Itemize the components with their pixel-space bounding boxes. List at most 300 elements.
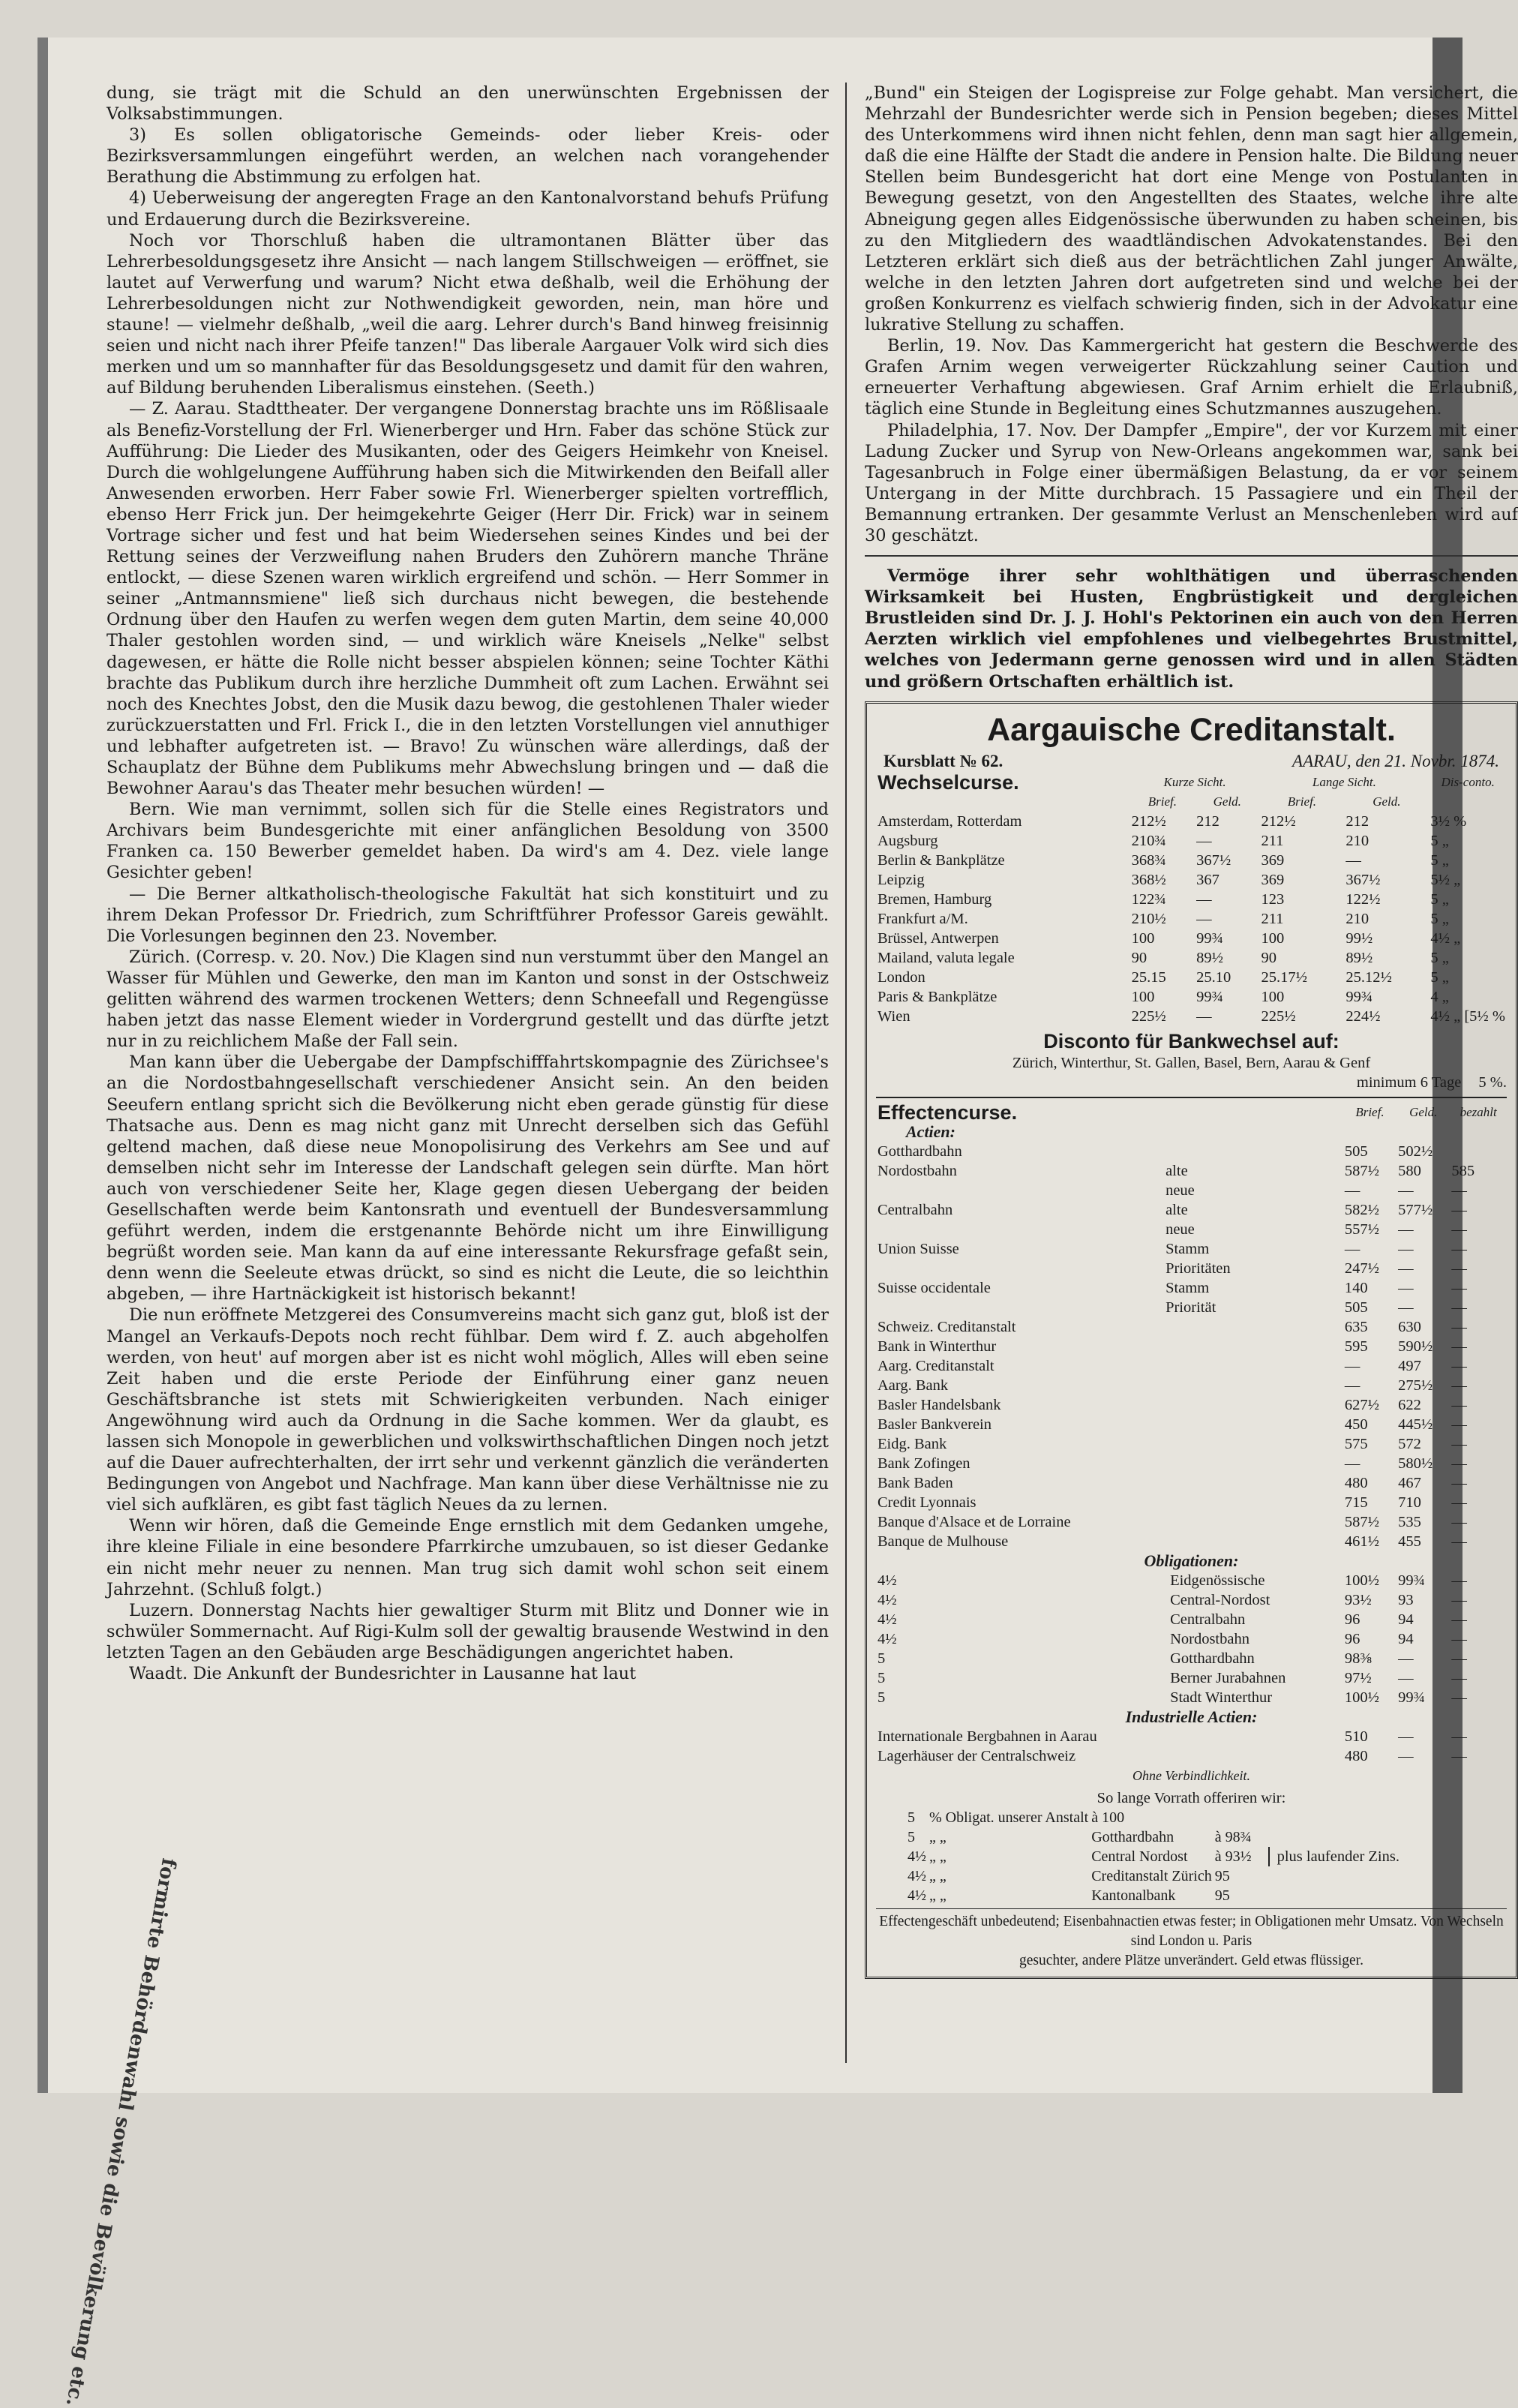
price-cell: 595 bbox=[1344, 1338, 1368, 1355]
price-cell: 247½ bbox=[1344, 1260, 1379, 1277]
security-name: Gotthardbahn bbox=[878, 1142, 962, 1160]
security-name: Nordostbahn bbox=[878, 1162, 957, 1179]
security-name: Schweiz. Creditanstalt bbox=[878, 1318, 1016, 1335]
security-type bbox=[1155, 1317, 1343, 1337]
price-cell: — bbox=[1451, 1747, 1467, 1764]
oblig-rate: 4½ bbox=[878, 1591, 897, 1608]
rate-cell: 4½ „ bbox=[1430, 929, 1461, 947]
stamp-overlay bbox=[38, 1853, 195, 2408]
security-name bbox=[876, 1298, 1155, 1317]
price-cell: 587½ bbox=[1344, 1513, 1379, 1530]
offer-table bbox=[906, 1808, 1253, 1905]
rate-cell: 100 bbox=[1261, 929, 1285, 947]
rate-cell: — bbox=[1196, 890, 1212, 908]
security-type bbox=[1155, 1376, 1343, 1395]
disconto-rate: 5 %. bbox=[1478, 1073, 1507, 1091]
security-type: Priorität bbox=[1166, 1299, 1216, 1316]
effecten-heading: Effectencurse. bbox=[878, 1100, 1018, 1124]
price-cell: — bbox=[1451, 1591, 1467, 1608]
table-row bbox=[876, 1727, 1507, 1746]
place-cell: Berlin & Bankplätze bbox=[878, 851, 1005, 869]
rate-cell: — bbox=[1346, 851, 1361, 869]
price-cell: — bbox=[1398, 1728, 1414, 1745]
table-row bbox=[906, 1886, 1253, 1905]
security-type: Prioritäten bbox=[1166, 1260, 1231, 1277]
divider bbox=[865, 555, 1518, 557]
industrie-name: Lagerhäuser der Centralschweiz bbox=[878, 1747, 1076, 1764]
disconto-places: Zürich, Winterthur, St. Gallen, Basel, Bern, Aarau & Genf bbox=[1012, 1054, 1371, 1071]
rate-cell: 123 bbox=[1261, 890, 1285, 908]
actien-label: Actien: bbox=[906, 1121, 956, 1141]
rate-cell: — bbox=[1196, 832, 1212, 849]
paragraph: Berlin, 19. Nov. Das Kammergericht hat gestern die Beschwerde des Grafen Arnim wegen verweigerter Rückzahlung seiner Caution und erneuerter Verhaftung abgewiesen. Graf Arnim erhielt die Erlaubniß, täglich eine Stunde in Begleitung eines Schutzmannes auszugehen. bbox=[865, 336, 1518, 419]
disconto-minimum bbox=[876, 1073, 1507, 1092]
rate-cell: 211 bbox=[1261, 910, 1284, 927]
paragraph: Wenn wir hören, daß die Gemeinde Enge ernstlich mit dem Gedanken umgehe, ihre kleine Filiale in eine besondere Pfarrkirche umzubauen, so ist dieser Gedanke ein nicht mehr neuer zu nennen. Man trug sich damit wohl schon seit einem Jahrzehnt. (Schluß folgt.) bbox=[106, 1516, 829, 1599]
paragraph: Luzern. Donnerstag Nachts hier gewaltiger Sturm mit Blitz und Donner wie in schwüler Sommernacht. Auf Rigi-Kulm soll der gewaltig brausende Westwind in den letzten Tagen an den Gebäuden arge Beschädigungen angerichtet haben. bbox=[106, 1600, 829, 1662]
security-name: Suisse occidentale bbox=[878, 1279, 991, 1296]
rate-cell: 25.12½ bbox=[1346, 968, 1392, 986]
security-name: Bank Baden bbox=[878, 1474, 953, 1491]
rate-cell: 100 bbox=[1131, 988, 1155, 1005]
security-type: alte bbox=[1166, 1162, 1188, 1179]
oblig-rate: 4½ bbox=[878, 1630, 897, 1647]
brief-header: Brief. bbox=[1287, 794, 1317, 809]
table-row bbox=[906, 1827, 1253, 1847]
security-name bbox=[876, 1220, 1155, 1239]
price-cell: 627½ bbox=[1344, 1396, 1379, 1413]
rate-cell: 90 bbox=[1131, 949, 1148, 966]
industrie-label: Industrielle Actien: bbox=[1125, 1707, 1258, 1726]
rate-cell: 89½ bbox=[1196, 949, 1223, 966]
rate-cell: 225½ bbox=[1261, 1007, 1296, 1025]
price-cell: 510 bbox=[1344, 1728, 1368, 1745]
price-cell: 99¾ bbox=[1398, 1689, 1425, 1706]
rate-cell: 100 bbox=[1261, 988, 1285, 1005]
place-cell: London bbox=[878, 968, 926, 986]
security-name: Centralbahn bbox=[878, 1201, 953, 1218]
security-name: Union Suisse bbox=[878, 1240, 959, 1257]
price-cell: 535 bbox=[1398, 1513, 1421, 1530]
price-cell: — bbox=[1451, 1611, 1467, 1628]
security-name: Aarg. Bank bbox=[878, 1377, 949, 1394]
table-row bbox=[906, 1847, 1253, 1866]
table-row bbox=[876, 1395, 1507, 1415]
rate-cell: 369 bbox=[1261, 851, 1285, 869]
wechsel-heading: Wechselcurse. bbox=[878, 770, 1019, 794]
rate-cell: 210 bbox=[1346, 910, 1370, 927]
security-type bbox=[1155, 1454, 1343, 1473]
offer-cell: 4½ bbox=[908, 1887, 926, 1904]
security-type bbox=[1155, 1395, 1343, 1415]
rate-cell: 5 „ bbox=[1430, 910, 1449, 927]
table-row bbox=[876, 870, 1507, 890]
price-cell: 590½ bbox=[1398, 1338, 1433, 1355]
rate-cell: 224½ bbox=[1346, 1007, 1381, 1025]
rate-cell: 210¾ bbox=[1131, 832, 1166, 849]
rate-cell: 99½ bbox=[1346, 929, 1373, 947]
price-cell: 502½ bbox=[1398, 1142, 1433, 1160]
wechsel-table bbox=[876, 770, 1507, 1026]
column-divider bbox=[845, 83, 847, 2063]
oblig-rate: 5 bbox=[878, 1689, 886, 1706]
security-type bbox=[1155, 1473, 1343, 1493]
table-row bbox=[876, 1454, 1507, 1473]
geld-header: Geld. bbox=[1213, 794, 1241, 809]
price-cell: — bbox=[1344, 1377, 1360, 1394]
price-cell: 140 bbox=[1344, 1279, 1368, 1296]
price-cell: — bbox=[1451, 1240, 1467, 1257]
table-row bbox=[876, 1298, 1507, 1317]
security-type: neue bbox=[1166, 1181, 1195, 1199]
price-cell: 572 bbox=[1398, 1435, 1421, 1452]
price-cell: 505 bbox=[1344, 1142, 1368, 1160]
disconto-min-label: minimum 6 Tage bbox=[1356, 1073, 1462, 1091]
table-row bbox=[876, 1161, 1507, 1181]
table-row bbox=[876, 812, 1507, 831]
security-type bbox=[1155, 1532, 1343, 1551]
rate-cell: 367½ bbox=[1196, 851, 1232, 869]
price-cell: 577½ bbox=[1398, 1201, 1433, 1218]
place-cell: Wien bbox=[878, 1007, 910, 1025]
disconto-title: Disconto für Bankwechsel auf: bbox=[1043, 1029, 1340, 1052]
newspaper-page bbox=[38, 38, 1518, 2408]
security-type bbox=[1155, 1415, 1343, 1434]
paragraph: Waadt. Die Ankunft der Bundesrichter in Lausanne hat laut bbox=[129, 1664, 637, 1684]
oblig-rate: 5 bbox=[878, 1669, 886, 1686]
page-left-edge bbox=[38, 38, 48, 2093]
divider bbox=[876, 1097, 1507, 1098]
left-column bbox=[106, 83, 829, 1684]
price-cell: 455 bbox=[1398, 1533, 1421, 1550]
offer-cell: „ „ bbox=[929, 1867, 946, 1884]
table-row bbox=[876, 1493, 1507, 1512]
table-row bbox=[876, 1610, 1507, 1629]
offer-cell: 5 bbox=[908, 1809, 915, 1826]
table-row bbox=[876, 1668, 1507, 1688]
price-cell: 450 bbox=[1344, 1416, 1368, 1433]
offer-cell: Creditanstalt Zürich bbox=[1091, 1867, 1212, 1884]
table-row bbox=[876, 1434, 1507, 1454]
price-cell: 635 bbox=[1344, 1318, 1368, 1335]
lange-sicht-header: Lange Sicht. bbox=[1312, 774, 1376, 789]
rate-cell: 25.15 bbox=[1131, 968, 1166, 986]
offer-cell: 4½ bbox=[908, 1867, 926, 1884]
place-cell: Augsburg bbox=[878, 832, 938, 849]
price-cell: 98⅜ bbox=[1344, 1650, 1372, 1667]
rate-cell: 212 bbox=[1346, 812, 1370, 830]
security-name: Basler Bankverein bbox=[878, 1416, 992, 1433]
price-cell: 96 bbox=[1344, 1630, 1360, 1647]
table-row bbox=[876, 1007, 1507, 1026]
rate-cell: 99¾ bbox=[1196, 929, 1223, 947]
price-cell: — bbox=[1398, 1240, 1414, 1257]
price-cell: — bbox=[1451, 1435, 1467, 1452]
price-cell: 585 bbox=[1451, 1162, 1475, 1179]
offer-cell: Kantonalbank bbox=[1091, 1887, 1176, 1904]
table-row bbox=[876, 1239, 1507, 1259]
rate-cell: 25.10 bbox=[1196, 968, 1232, 986]
offer-cell: % Obligat. unserer Anstalt bbox=[929, 1809, 1089, 1826]
table-row bbox=[876, 1220, 1507, 1239]
table-row bbox=[876, 1532, 1507, 1551]
price-cell: — bbox=[1451, 1416, 1467, 1433]
offer-cell: Central Nordost bbox=[1091, 1848, 1188, 1865]
price-cell: 100½ bbox=[1344, 1689, 1379, 1706]
security-name: Aarg. Creditanstalt bbox=[878, 1357, 994, 1374]
price-cell: — bbox=[1451, 1533, 1467, 1550]
price-cell: 99¾ bbox=[1398, 1572, 1425, 1589]
price-cell: — bbox=[1451, 1494, 1467, 1511]
security-name bbox=[876, 1259, 1155, 1278]
paragraph: 4) Ueberweisung der angeregten Frage an den Kantonalvorstand behufs Prüfung und Erdauerung durch die Bezirksvereine. bbox=[106, 188, 829, 230]
price-cell: 630 bbox=[1398, 1318, 1421, 1335]
price-cell: 94 bbox=[1398, 1611, 1414, 1628]
geld-header: Geld. bbox=[1372, 794, 1401, 809]
rate-cell: 5 „ bbox=[1430, 832, 1449, 849]
price-cell: 580 bbox=[1398, 1162, 1421, 1179]
brief-header: Brief. bbox=[1355, 1104, 1384, 1119]
offer-plus: plus laufender Zins. bbox=[1268, 1847, 1400, 1866]
paragraph: dung, sie trägt mit die Schuld an den unerwünschten Ergebnissen der Volksabstimmungen. bbox=[106, 83, 829, 125]
rate-cell: 211 bbox=[1261, 832, 1284, 849]
security-name: Bank in Winterthur bbox=[878, 1338, 997, 1355]
table-row bbox=[876, 1473, 1507, 1493]
rate-cell: 212½ bbox=[1261, 812, 1296, 830]
security-type bbox=[1155, 1142, 1343, 1161]
ohne-verbindlichkeit: Ohne Verbindlichkeit. bbox=[1132, 1767, 1250, 1783]
offer-cell: à 93½ bbox=[1214, 1848, 1252, 1865]
paragraph: — Z. Aarau. Stadttheater. Der vergangene Donnerstag brachte uns im Rößlisaale als Benefiz-Vorstellung der Frl. Wienerberger und Hrn. Faber das schöne Stück zur Aufführung: Die Lieder des Musikanten, oder des Geigers Heimkehr von Kneisel. Durch die wohlgelungene Aufführung haben sich die Mitwirkenden den Beifall aller Anwesenden erworben. Herr Faber sowie Frl. Wienerberger spielten vortrefflich, ebenso Herr Frick jun. Der heimgekehrte Geiger (Herr Dir. Frick) war in seinem Vortrage sicher und fest und hat beim Wiedersehen seines Kindes und bei der Rettung seines der Verzweiflung nahen Bruders den Zuhörern manche Thräne entlockt, — diese Szenen waren wirklich ergreifend und schön. — Herr Sommer in seiner „Antmannsmiene" ließ sich durchaus nicht bewegen, die bestehende Ordnung über den Haufen zu werfen wegen dem guten Martin, dem seine 40,000 Thaler gestohlen worden sind, — und wirklich wäre Kneisels „Nelke" selbst dagewesen, er hätte die Rolle nicht besser abspielen können; seine Tochter Käthi brachte das Publikum durch ihre herzliche Dummheit oft zum Lachen. Erwähnt sei noch des Knechtes Jobst, den die Musik dazu bewog, die gestohlenen Thaler wieder zurückzuerstatten und Frl. Frick I., die in den letzten Vorstellungen viel annuthiger und lebhafter aufgetreten ist. — Bravo! Zu wünschen wäre allerdings, daß der Schauplatz der Bühne dem Publikums mehr Abwechslung bringen und — daß die Bewohner Aarau's das Theater mehr besuchen würden! — bbox=[106, 399, 829, 799]
rate-cell: 3½ % bbox=[1430, 812, 1467, 830]
rate-cell: 210½ bbox=[1131, 910, 1166, 927]
price-cell: 97½ bbox=[1344, 1669, 1372, 1686]
paragraph: Zürich. (Corresp. v. 20. Nov.) Die Klagen sind nun verstummt über den Mangel an Wasser für Mühlen und Gewerke, den man im Kanton und sonst in der Ostschweiz gelitten während des warmen trockenen Wetters; denn Schneefall und Regengüsse haben jetzt das nasse Element wieder in Vordergrund gestellt und das dürfte jetzt nur in zu reichlichem Maße der Fall sein. bbox=[106, 947, 829, 1052]
footer-line-1: Effectengeschäft unbedeutend; Eisenbahnactien etwas fester; in Obligationen mehr Umsatz. Von Wechseln sind London u. Paris bbox=[879, 1913, 1504, 1949]
rate-cell: 99¾ bbox=[1196, 988, 1223, 1005]
effecten-table bbox=[876, 1100, 1507, 1785]
security-type bbox=[1155, 1512, 1343, 1532]
price-cell bbox=[1450, 1142, 1507, 1161]
table-row bbox=[876, 1746, 1507, 1766]
price-cell: — bbox=[1451, 1669, 1467, 1686]
price-cell: 710 bbox=[1398, 1494, 1421, 1511]
price-cell: 622 bbox=[1398, 1396, 1421, 1413]
table-row bbox=[876, 831, 1507, 851]
security-type: Stamm bbox=[1166, 1279, 1210, 1296]
rate-cell: 5 „ bbox=[1430, 851, 1449, 869]
price-cell: — bbox=[1451, 1455, 1467, 1472]
table-title: Aargauische Creditanstalt. bbox=[987, 711, 1396, 748]
table-row bbox=[876, 1376, 1507, 1395]
price-cell: — bbox=[1344, 1357, 1360, 1374]
price-cell: 100½ bbox=[1344, 1572, 1379, 1589]
table-row bbox=[876, 968, 1507, 987]
place-cell: Mailand, valuta legale bbox=[878, 949, 1015, 966]
price-cell: — bbox=[1451, 1260, 1467, 1277]
rate-cell: 122¾ bbox=[1131, 890, 1166, 908]
table-row bbox=[876, 1415, 1507, 1434]
price-cell: — bbox=[1451, 1377, 1467, 1394]
place-cell: Bremen, Hamburg bbox=[878, 890, 992, 908]
place-cell: Amsterdam, Rotterdam bbox=[878, 812, 1022, 830]
security-type bbox=[1155, 1434, 1343, 1454]
price-cell: 445½ bbox=[1398, 1416, 1433, 1433]
price-cell: — bbox=[1451, 1181, 1467, 1199]
price-cell: — bbox=[1451, 1650, 1467, 1667]
rate-cell: 89½ bbox=[1346, 949, 1373, 966]
price-cell: — bbox=[1398, 1279, 1414, 1296]
table-row bbox=[876, 1356, 1507, 1376]
industrie-name: Internationale Bergbahnen in Aarau bbox=[878, 1728, 1097, 1745]
oblig-name: Centralbahn bbox=[1170, 1611, 1246, 1628]
price-cell: 480 bbox=[1344, 1474, 1368, 1491]
offer-cell: 95 bbox=[1214, 1887, 1230, 1904]
price-cell: 580½ bbox=[1398, 1455, 1433, 1472]
price-cell: 587½ bbox=[1344, 1162, 1379, 1179]
rate-cell: 5 „ bbox=[1430, 890, 1449, 908]
price-cell: — bbox=[1451, 1572, 1467, 1589]
security-name: Banque de Mulhouse bbox=[878, 1533, 1009, 1550]
price-cell: — bbox=[1451, 1630, 1467, 1647]
obligationen-label: Obligationen: bbox=[1144, 1551, 1239, 1570]
rate-cell: 5 „ bbox=[1430, 949, 1449, 966]
security-type bbox=[1155, 1356, 1343, 1376]
price-cell: 461½ bbox=[1344, 1533, 1379, 1550]
oblig-name: Eidgenössische bbox=[1170, 1572, 1265, 1589]
security-name: Bank Zofingen bbox=[878, 1455, 970, 1472]
price-cell: 505 bbox=[1344, 1299, 1368, 1316]
offer-block bbox=[876, 1808, 1507, 1905]
paragraph: — Die Berner altkatholisch-theologische Fakultät hat sich konstituirt und zu ihrem Dekan Professor Dr. Friedrich, zum Schriftführer Professor Gareis gewählt. Die Vorlesungen beginnen den 23. November. bbox=[106, 884, 829, 946]
table-row bbox=[876, 1629, 1507, 1649]
security-name bbox=[876, 1181, 1155, 1200]
price-cell: — bbox=[1398, 1260, 1414, 1277]
oblig-rate: 5 bbox=[878, 1650, 886, 1667]
price-cell: 93 bbox=[1398, 1591, 1414, 1608]
table-row bbox=[876, 1259, 1507, 1278]
offer-cell: à 100 bbox=[1091, 1809, 1125, 1826]
place-cell: Paris & Bankplätze bbox=[878, 988, 998, 1005]
rate-cell: 212½ bbox=[1131, 812, 1166, 830]
price-cell: — bbox=[1451, 1513, 1467, 1530]
price-cell: 96 bbox=[1344, 1611, 1360, 1628]
rate-cell: 99¾ bbox=[1346, 988, 1373, 1005]
kurze-sicht-header: Kurze Sicht. bbox=[1163, 774, 1226, 789]
paragraph: Die nun eröffnete Metzgerei des Consumvereins macht sich ganz gut, bloß ist der Mangel an Verkaufs-Depots noch recht fühlbar. Dem wird f. Z. auch abgeholfen werden, von heut' auf morgen aber ist es nicht wohl möglich, Alles will eben seine Zeit haben und die erste Periode der Einführung einer ganz neuen Geschäftsbranche ist stets mit Schwierigkeiten verbunden. Nach einiger Angewöhnung wird auch da Ordnung in die Sache kommen. Wer da glaubt, es lassen sich Monopole in gewerblichen und volkswirthschaftlichen Dingen noch jetzt auf die Dauer aufrechterhalten, der irrt sehr und verkennt gänzlich die veränderten Bedingungen von Angebot und Nachfrage. Man kann über diese Verhältnisse nie zu viel sich aufklären, es gibt fast täglich Neues da zu lernen. bbox=[106, 1305, 829, 1515]
paragraph: Bern. Wie man vernimmt, sollen sich für die Stelle eines Registrators und Archivars beim Bundesgerichte mit einer anfänglichen Besoldung von 3500 Franken ca. 150 Bewerber gemeldet haben. Da wird's am 4. Dez. viele lange Gesichter geben! bbox=[106, 800, 829, 883]
paragraph: Man kann über die Uebergabe der Dampfschifffahrtskompagnie des Zürichsee's an die Nordostbahngesellschaft verschiedener Ansicht sein. An den beiden Seeufern entlang spricht sich die Bevölkerung nicht eben gerade günstig für diese Thatsache aus. Denn es mag nicht ganz mit Unrecht derselben sich das Gefühl geltend machen, daß diese neue Monopolisirung des Verkehrs am See und auf demselben nicht sehr im Interesse der Landschaft gelegen sein dürfte. Man hört auch von verschiedener Seite her, Klage gegen diesen Uebergang der beiden Gesellschaften werde beim Kantonsrath und eventuell der Bundesversammlung geführt werden, indem die erstgenannte Behörde nicht um ihre Einwilligung begrüßt worden seie. Man kann da auf eine interessante Rekursfrage gefaßt sein, denn wenn die Seeleute etwas drückt, so sind es nicht die Leute, die so leichthin abgeben, — ihre Hartnäckigkeit ist historisch bekannt! bbox=[106, 1052, 829, 1305]
rate-cell: 4 „ bbox=[1430, 988, 1449, 1005]
oblig-name: Gotthardbahn bbox=[1170, 1650, 1255, 1667]
price-cell: — bbox=[1344, 1240, 1360, 1257]
table-row bbox=[876, 1181, 1507, 1200]
price-cell: — bbox=[1451, 1728, 1467, 1745]
table-row bbox=[876, 987, 1507, 1007]
security-name: Banque d'Alsace et de Lorraine bbox=[878, 1513, 1071, 1530]
price-cell: — bbox=[1451, 1201, 1467, 1218]
table-row bbox=[906, 1866, 1253, 1886]
price-cell: — bbox=[1398, 1650, 1414, 1667]
kursblatt-table bbox=[865, 701, 1518, 1979]
price-cell: 275½ bbox=[1398, 1377, 1433, 1394]
price-cell: 94 bbox=[1398, 1630, 1414, 1647]
paragraph: „Bund" ein Steigen der Logispreise zur Folge gehabt. Man versichert, die Mehrzahl der Bundesrichter werde sich in Pension begeben; dieses Mittel des Unterkommens wird ihnen nicht fehlen, denn man sagt hier allgemein, daß die eine Hälfte der Stadt die andere in Pension halte. Die Bildung neuer Stellen beim Bundesgericht hat dort eine Menge von Postulanten in Bewegung gesetzt, von den Angestellten des Staates, welche ihre alte Abneigung gegen alles Eidgenössische überwunden zu haben scheinen, bis zu den Mitgliedern des waadtländischen Advokatenstandes. Bei den Letzteren erklärt sich dieß aus der beträchtlichen Zahl junger Anwälte, welche in den letzten Jahren dort aufgetreten sind und welche bei der großen Konkurrenz es vielfach schwierig finden, sich in der Advokatur eine lukrative Stellung zu schaffen. bbox=[865, 83, 1518, 335]
price-cell: — bbox=[1344, 1181, 1360, 1199]
offer-cell: 4½ bbox=[908, 1848, 926, 1865]
security-type bbox=[1155, 1493, 1343, 1512]
place-cell: Leipzig bbox=[878, 871, 925, 888]
table-row bbox=[876, 1590, 1507, 1610]
oblig-name: Stadt Winterthur bbox=[1170, 1689, 1273, 1706]
table-row bbox=[876, 1200, 1507, 1220]
table-row bbox=[876, 1317, 1507, 1337]
rate-cell: 4½ „ [5½ % bbox=[1430, 1007, 1505, 1025]
paragraph: 3) Es sollen obligatorische Gemeinds- oder lieber Kreis- oder Bezirksversammlungen eingeführt werden, an welchen nach vorangehender Berathung die Abstimmung zu erfolgen hat. bbox=[106, 125, 829, 188]
offer-cell: 5 bbox=[908, 1828, 915, 1845]
rate-cell: 100 bbox=[1131, 929, 1155, 947]
table-row bbox=[876, 929, 1507, 948]
price-cell: 480 bbox=[1344, 1747, 1368, 1764]
oblig-name: Berner Jurabahnen bbox=[1170, 1669, 1286, 1686]
place-cell: Brüssel, Antwerpen bbox=[878, 929, 999, 947]
rate-cell: 122½ bbox=[1346, 890, 1381, 908]
security-name: Basler Handelsbank bbox=[878, 1396, 1001, 1413]
oblig-name: Central-Nordost bbox=[1170, 1591, 1270, 1608]
offer-cell: à 98¾ bbox=[1214, 1828, 1252, 1845]
offer-cell: 95 bbox=[1214, 1867, 1230, 1884]
table-row bbox=[876, 948, 1507, 968]
table-row bbox=[876, 1688, 1507, 1707]
footer-line-2: gesuchter, andere Plätze unverändert. Geld etwas flüssiger. bbox=[1019, 1952, 1364, 1968]
price-cell: — bbox=[1451, 1357, 1467, 1374]
stamp-text: formirte Behördenwahl sowie die Bevölkerung etc. bbox=[61, 1856, 180, 2408]
security-type: alte bbox=[1166, 1201, 1188, 1218]
security-type: neue bbox=[1166, 1221, 1195, 1238]
oblig-rate: 4½ bbox=[878, 1572, 897, 1589]
rate-cell: 5 „ bbox=[1430, 968, 1449, 986]
price-cell: — bbox=[1451, 1338, 1467, 1355]
table-row bbox=[876, 851, 1507, 870]
price-cell: — bbox=[1451, 1279, 1467, 1296]
rate-cell: 25.17½ bbox=[1261, 968, 1307, 986]
price-cell: — bbox=[1451, 1299, 1467, 1316]
advertisement: Vermöge ihrer sehr wohlthätigen und überraschenden Wirksamkeit bei Husten, Engbrüstigkeit und dergleichen Brustleiden sind Dr. J. J. Hohl's Pektorinen ein auch von den Herren Aerzten wirklich viel empfohlenes und vielbegehrtes Brustmittel, welches von Jedermann gerne genossen wird und in allen Städten und größern Ortschaften erhältlich ist. bbox=[865, 566, 1518, 692]
rate-cell: 368¾ bbox=[1131, 851, 1166, 869]
offer-cell: „ „ bbox=[929, 1887, 946, 1904]
rate-cell: 210 bbox=[1346, 832, 1370, 849]
price-cell: — bbox=[1398, 1669, 1414, 1686]
price-cell: — bbox=[1398, 1181, 1414, 1199]
price-cell: 93½ bbox=[1344, 1591, 1372, 1608]
rate-cell: 368½ bbox=[1131, 871, 1166, 888]
geld-header: Geld. bbox=[1409, 1104, 1438, 1119]
table-row bbox=[876, 1512, 1507, 1532]
table-row bbox=[876, 1278, 1507, 1298]
security-name: Eidg. Bank bbox=[878, 1435, 947, 1452]
price-cell: 467 bbox=[1398, 1474, 1421, 1491]
table-date: AARAU, den 21. Novbr. 1874. bbox=[1292, 751, 1499, 770]
table-row bbox=[876, 1142, 1507, 1161]
right-column bbox=[865, 83, 1518, 1979]
rate-cell: 225½ bbox=[1131, 1007, 1166, 1025]
price-cell: — bbox=[1451, 1318, 1467, 1335]
oblig-rate: 4½ bbox=[878, 1611, 897, 1628]
rate-cell: 5½ „ bbox=[1430, 871, 1461, 888]
price-cell: 575 bbox=[1344, 1435, 1368, 1452]
table-row bbox=[876, 890, 1507, 909]
table-subtitle bbox=[876, 750, 1507, 773]
